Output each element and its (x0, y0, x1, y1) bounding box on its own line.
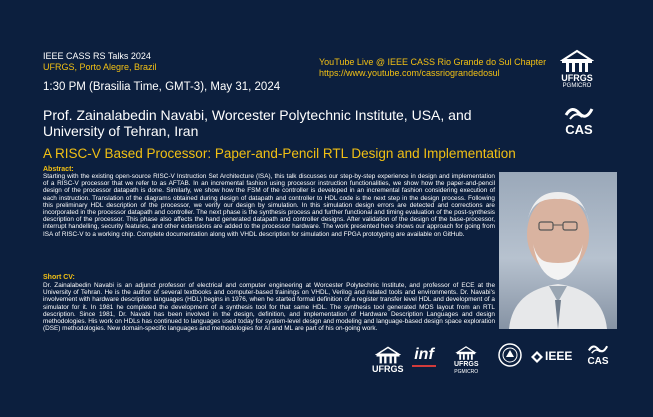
ufrgs-small-label: UFRGS (454, 361, 479, 368)
speaker-photo (499, 172, 617, 329)
youtube-title: YouTube Live @ IEEE CASS Rio Grande do Sul Chapter (319, 57, 547, 67)
event-venue: UFRGS, Porto Alegre, Brazil (43, 62, 157, 72)
university-seal-logo (497, 342, 523, 368)
cas-logo-footer (586, 342, 610, 367)
ieee-diamond-icon (531, 351, 543, 363)
ufrgs-pgmicro-footer-logo (454, 345, 479, 376)
seal-icon (497, 342, 523, 368)
talk-title: A RISC-V Based Processor: Paper-and-Pencil RTL Design and Implementation (43, 146, 516, 161)
inf-underline-icon (412, 364, 436, 370)
cas-wave-icon (562, 103, 596, 123)
cas-logo-top (562, 103, 596, 137)
inf-logo (412, 346, 436, 370)
ufrgs-small-emblem-icon (455, 345, 477, 361)
ufrgs-footer-label: UFRGS (372, 364, 404, 374)
ufrgs-label: UFRGS (561, 73, 593, 83)
inf-label: inf (414, 346, 434, 363)
ieee-logo (531, 350, 572, 363)
ufrgs-emblem-icon (560, 48, 594, 74)
speaker-name: Prof. Zainalabedin Navabi, Worcester Polytechnic Institute, USA, and University of Tehran, Iran (43, 107, 472, 139)
cas-footer-wave-icon (586, 342, 610, 356)
cv-text: Dr. Zainalabedin Navabi is an adjunct professor of electrical and computer engineering at Worcester Polytechnic Institute, and professor of ECE at the University of Tehran. He is the author of several textbooks and computer-based trainings on VHDL, Verilog and related tools and environments. Dr. Navabi's involvement with hardware description languages (HDL) begins in 1976, when he started formal definition of a register transfer level HDL and development of a simulator for it. In 1981 he completed the development of a synthesis tool for that same HDL. The synthesis tool generated MOS layout from an RTL description. Since 1981, Dr. Navabi has been involved in the design, definition, and implementation of Hardware Description Languages and design methodologies. His work on HDLs has continued to languages used today for system-level design and modeling and language-based design space exploration (DSE) methodologies. New domain-specific languages and methodologies for AI and ML are part of his on-going work. (43, 282, 495, 333)
cv-label: Short CV: (43, 274, 75, 281)
pgmicro-footer-label: PGMICRO (454, 369, 479, 375)
event-datetime: 1:30 PM (Brasilia Time, GMT-3), May 31, 2024 (43, 81, 281, 93)
youtube-link[interactable]: https://www.youtube.com/cassriograndedosul (319, 68, 500, 78)
ufrgs-pgmicro-logo (560, 48, 594, 90)
ieee-label: IEEE (545, 349, 573, 363)
pgmicro-label: PGMICRO (562, 83, 592, 89)
abstract-label: Abstract: (43, 166, 74, 173)
cas-label: CAS (565, 122, 593, 137)
event-series: IEEE CASS RS Talks 2024 (43, 51, 151, 61)
abstract-text: Starting with the existing open-source RISC-V Instruction Set Architecture (ISA), this talk discusses our step-by-step experience in design and implementation of a RISC-V processor that we refer to as AFTAB. In an incremental fashion using processor instruction functionalities, we show how the paper-and-pencil design of the processor datapath is done. Similarly, we show how the FSM of the controller is developed in an incremental fashion considering execution of each instruction. Translation of the diagrams obtained during design of datapath and controller to HDL code is the next step in the design process. Following this preliminary HDL description of the processor, we verify our design by simulation. In this simulation design errors are detected and corrections are incorporated in the processor datapath and controller. The next phase is the synthesis process and further functional and timing evaluation of the post-synthesis description of the processor. This phase also affects the hand generated datapath and controller designs. After validation of the design of the base-processor, interrupt handelling, security features, and other extensions are added to the processor hardware. The work presented here shows our approach for going from ISA of RISC-V to a working chip. Complete documentation along with VHDL description for simulation and FPGA prototyping are available on GitHub. (43, 173, 495, 238)
cas-footer-label: CAS (587, 356, 609, 367)
ufrgs-logo-footer (372, 345, 404, 374)
ufrgs-footer-emblem-icon (375, 345, 401, 365)
